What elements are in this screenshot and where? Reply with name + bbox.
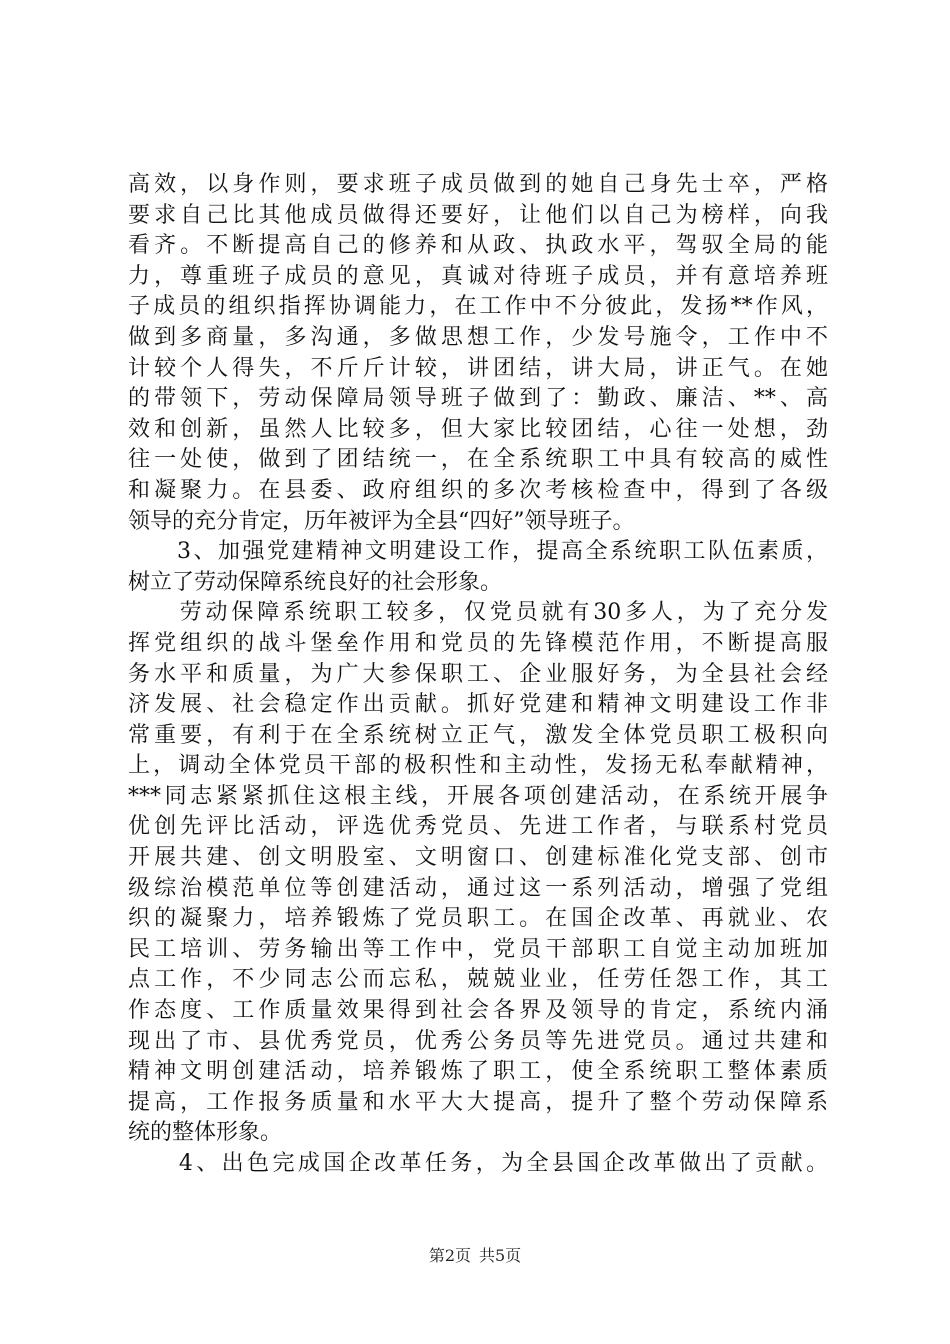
text-line: 子成员的组织指挥协调能力，在工作中不分彼此，发扬**作风， — [128, 294, 828, 320]
text-line: 计较个人得失，不斤斤计较，讲团结，讲大局，讲正气。在她 — [128, 355, 828, 381]
text-line: 做到多商量，多沟通，多做思想工作，少发号施令，工作中不 — [128, 324, 828, 350]
text-line: 常重要，有利于在全系统树立正气，激发全体党员职工极积向 — [128, 722, 828, 748]
text-line: 树立了劳动保障系统良好的社会形象。 — [128, 569, 503, 595]
text-line: 点工作，不少同志公而忘私，兢兢业业，任劳任怨工作，其工 — [128, 967, 828, 993]
text-line: 开展共建、创文明股室、文明窗口、创建标准化党支部、创市 — [128, 845, 828, 871]
document-body — [128, 170, 828, 1180]
text-line: 务水平和质量，为广大参保职工、企业服好务，为全县社会经 — [128, 661, 828, 687]
text-line: 作态度、工作质量效果得到社会各界及领导的肯定，系统内涌 — [128, 998, 828, 1024]
text-line: 劳动保障系统职工较多，仅党员就有30多人，为了充分发 — [128, 600, 828, 626]
text-line: 3、加强党建精神文明建设工作，提高全系统职工队伍素质， — [128, 539, 828, 565]
text-line: 4、出色完成国企改革任务，为全县国企改革做出了贡献。 — [128, 1151, 828, 1176]
text-line: 挥党组织的战斗堡垒作用和党员的先锋模范作用，不断提高服 — [128, 630, 828, 656]
page-footer — [0, 1243, 950, 1266]
text-line: 提高，工作报务质量和水平大大提高，提升了整个劳动保障系 — [128, 1089, 828, 1115]
text-line: 的带领下，劳动保障局领导班子做到了：勤政、廉洁、**、高 — [128, 386, 828, 412]
page-total: 共5页 — [479, 1246, 522, 1265]
text-line: 济发展、社会稳定作出贡献。抓好党建和精神文明建设工作非 — [128, 692, 828, 718]
text-line: 优创先评比活动，评选优秀党员、先进工作者，与联系村党员 — [128, 814, 828, 840]
text-line: 和凝聚力。在县委、政府组织的多次考核检查中，得到了各级 — [128, 477, 828, 503]
text-line: 级综治模范单位等创建活动，通过这一系列活动，增强了党组 — [128, 875, 828, 901]
text-line: 往一处使，做到了团结统一，在全系统职工中具有较高的威性 — [128, 447, 828, 473]
text-line: 精神文明创建活动，培养锻炼了职工，使全系统职工整体素质 — [128, 1059, 828, 1085]
text-line: 现出了市、县优秀党员，优秀公务员等先进党员。通过共建和 — [128, 1028, 828, 1054]
text-line: 力，尊重班子成员的意见，真诚对待班子成员，并有意培养班 — [128, 263, 828, 289]
page-number: 第2页 — [428, 1246, 471, 1265]
text-line: 看齐。不断提高自己的修养和从政、执政水平，驾驭全局的能 — [128, 233, 828, 259]
text-line: 领导的充分肯定，历年被评为全县“四好”领导班子。 — [128, 508, 635, 534]
text-line: ***同志紧紧抓住这根主线，开展各项创建活动，在系统开展争 — [128, 783, 828, 809]
text-line: 民工培训、劳务输出等工作中，党员干部职工自觉主动加班加 — [128, 936, 828, 962]
text-line: 织的凝聚力，培养锻炼了党员职工。在国企改革、再就业、农 — [128, 906, 828, 932]
text-line: 效和创新，虽然人比较多，但大家比较团结，心往一处想，劲 — [128, 416, 828, 442]
text-line: 高效，以身作则，要求班子成员做到的她自己身先士卒，严格 — [128, 172, 828, 197]
text-line: 要求自己比其他成员做得还要好，让他们以自己为榜样，向我 — [128, 202, 828, 228]
text-line: 上，调动全体党员干部的极积性和主动性，发扬无私奉献精神， — [128, 753, 828, 779]
text-line: 统的整体形象。 — [128, 1120, 283, 1146]
